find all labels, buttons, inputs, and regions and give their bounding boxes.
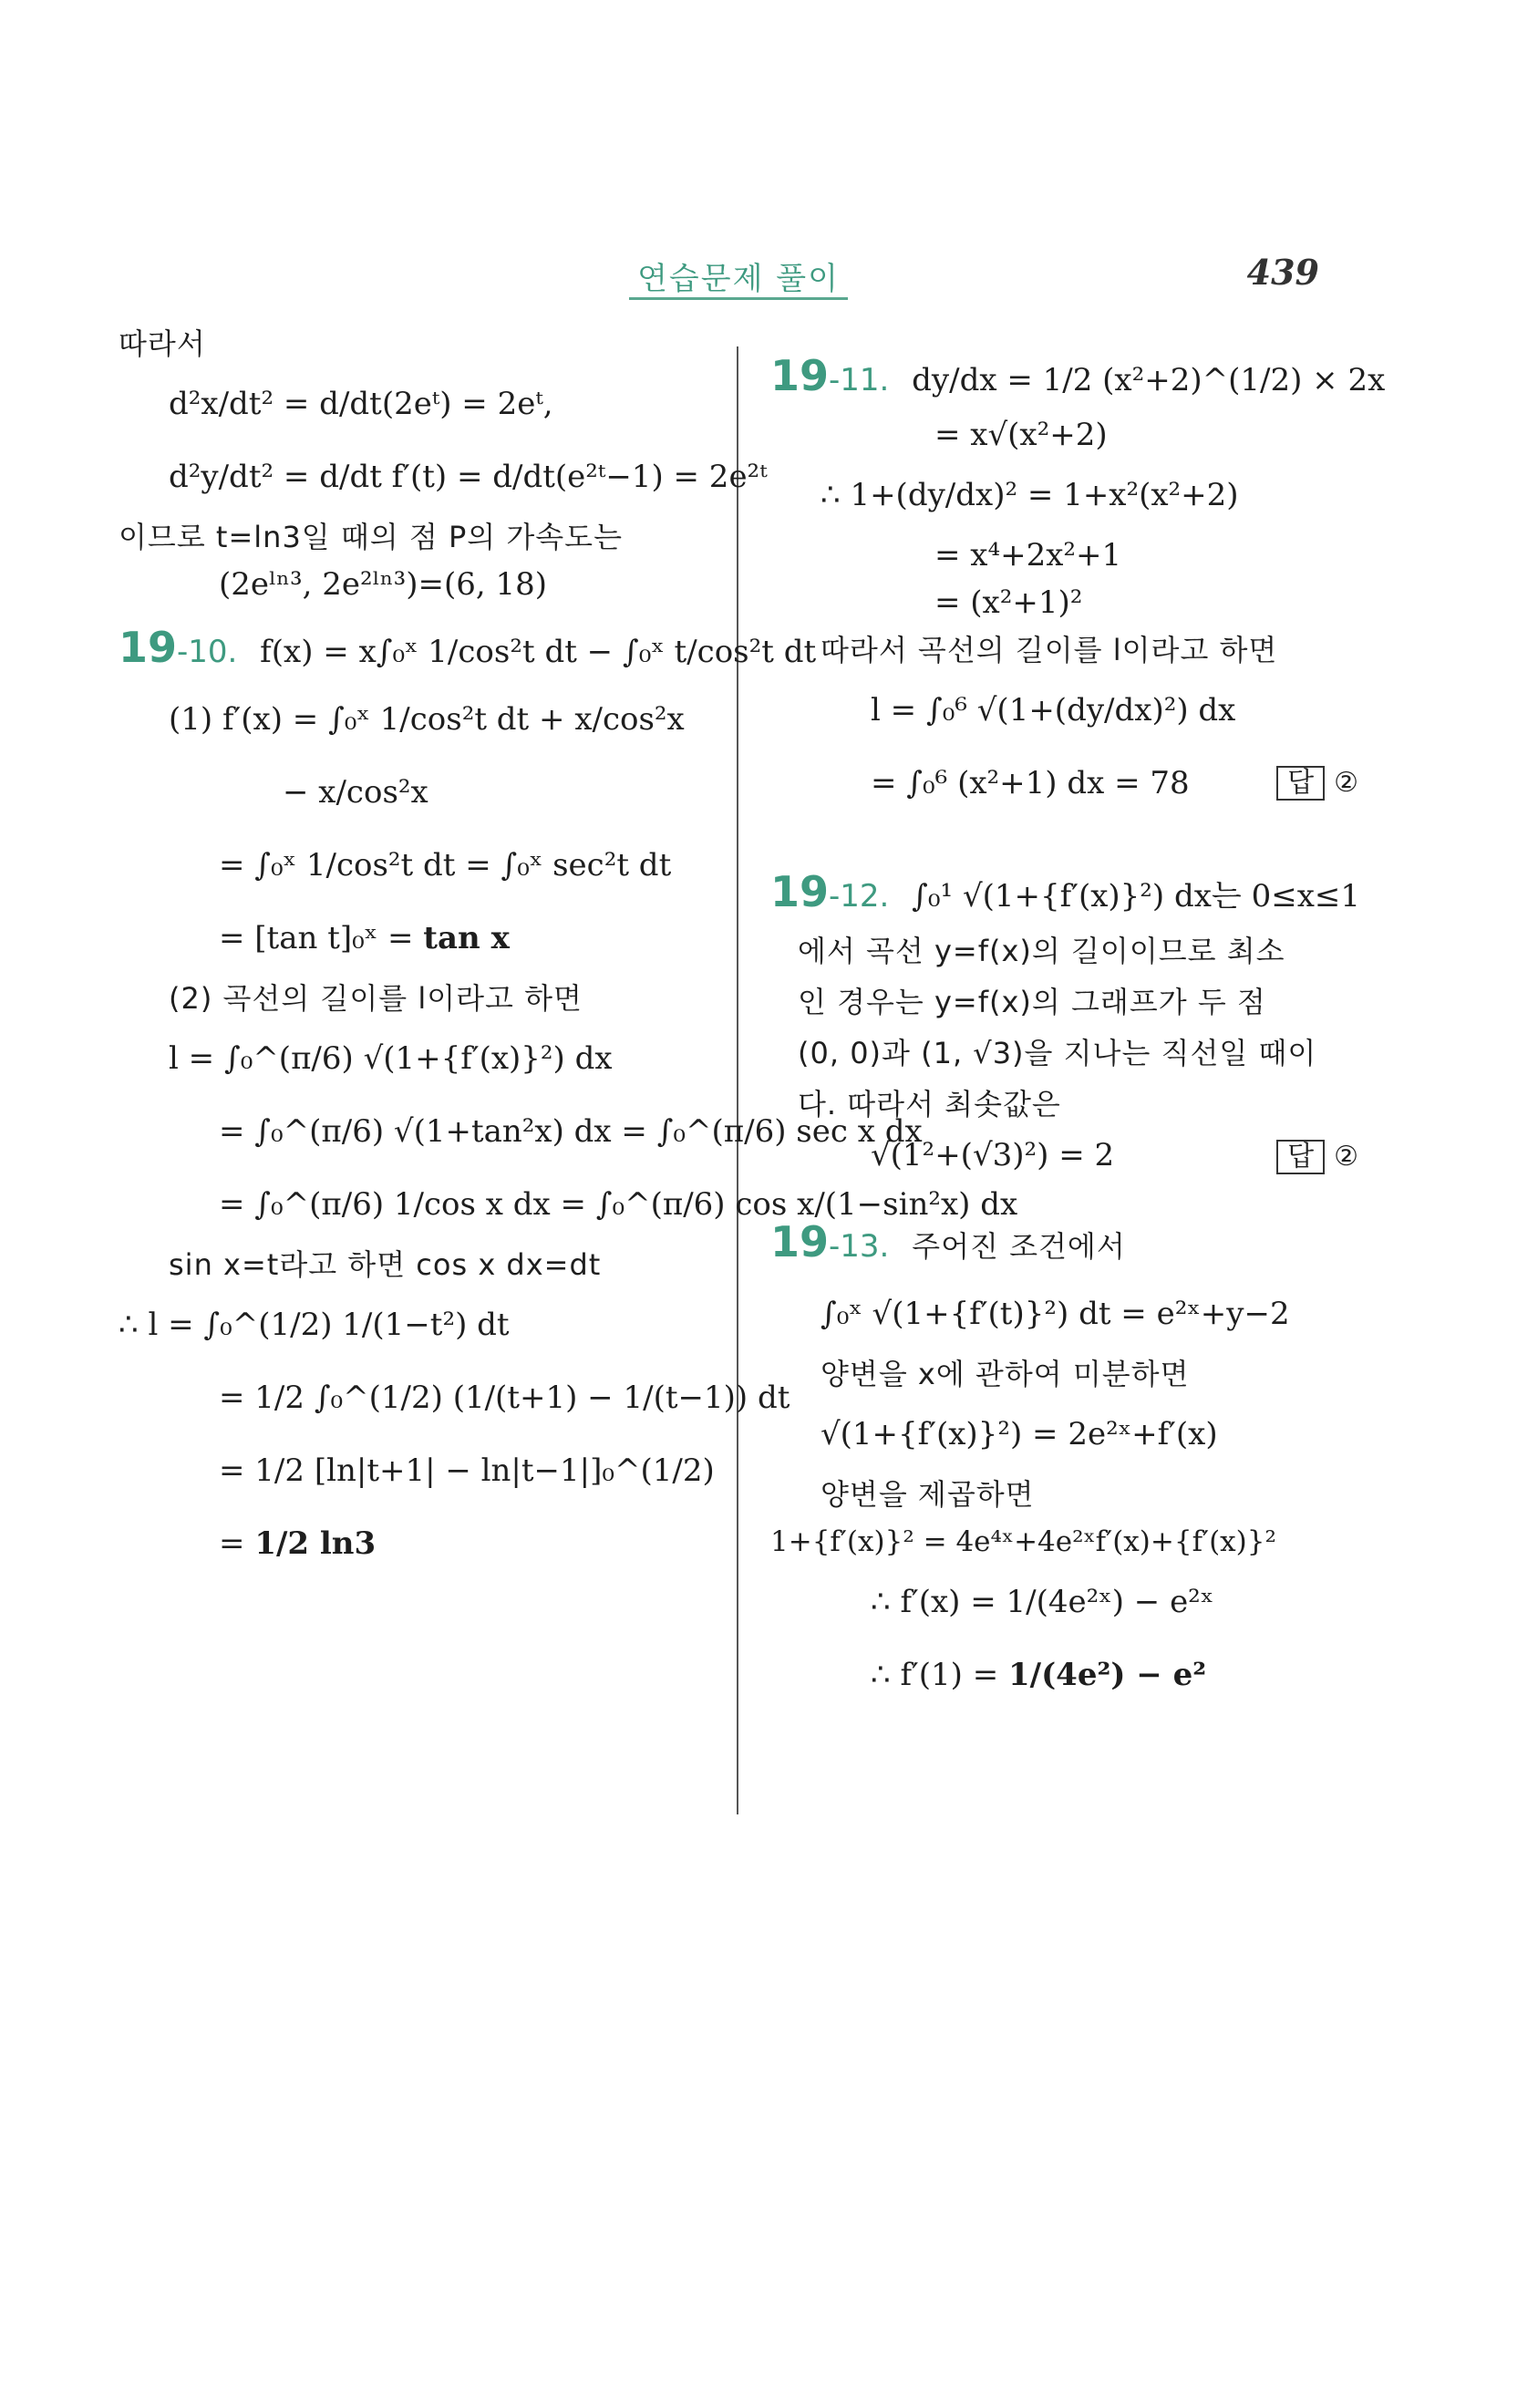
problem-19-13-header <box>770 1216 1377 1267</box>
equation-line: ∴ l = ∫₀^(1/2) 1/(1−t²) dt <box>119 1307 510 1343</box>
problem-number: 19-10. <box>119 623 238 672</box>
conclusion-text: 이므로 t=ln3일 때의 점 P의 가속도는 <box>119 520 623 554</box>
text-line: 에서 곡선 y=f(x)의 길이이므로 최소 <box>798 934 1285 968</box>
problem-number: 19-13. <box>770 1217 890 1266</box>
answer-mark <box>1276 1140 1358 1174</box>
equation-line: = ∫₀ˣ 1/cos²t dt = ∫₀ˣ sec²t dt <box>219 847 672 884</box>
equation-line: = ∫₀^(π/6) √(1+tan²x) dx = ∫₀^(π/6) sec x dx <box>219 1113 923 1150</box>
equation-line: l = ∫₀⁶ √(1+(dy/dx)²) dx <box>871 692 1236 729</box>
equation-line: = [tan t]₀ˣ = tan x <box>219 920 510 956</box>
equation-line: = 1/2 ∫₀^(1/2) (1/(t+1) − 1/(t−1)) dt <box>219 1380 790 1416</box>
problem-number: 19-11. <box>770 351 890 400</box>
text-line: 양변을 제곱하면 <box>821 1477 1035 1512</box>
page-header <box>0 246 1538 301</box>
equation-accel-x: d²x/dt² = d/dt(2eᵗ) = 2eᵗ, <box>169 386 553 422</box>
right-column <box>770 328 1386 1720</box>
equation-line: = (x²+1)² <box>934 584 1083 621</box>
column-divider <box>737 346 738 1814</box>
equation-line: = ∫₀^(π/6) 1/cos x dx = ∫₀^(π/6) cos x/(1−sin²x) dx <box>219 1186 1018 1223</box>
equation-line: ∴ f′(x) = 1/(4e²ˣ) − e²ˣ <box>871 1584 1214 1620</box>
text-line: (0, 0)과 (1, √3)을 지나는 직선일 때이 <box>798 1036 1317 1070</box>
equation-line: √(1+{f′(x)}²) = 2e²ˣ+f′(x) <box>821 1416 1218 1452</box>
equation-line: ∫₀ˣ √(1+{f′(t)}²) dt = e²ˣ+y−2 <box>821 1296 1290 1332</box>
equation-accel-y: d²y/dt² = d/dt f′(t) = d/dt(e²ᵗ−1) = 2e²ᵗ <box>169 459 768 495</box>
answer-label: 답 <box>1276 1140 1325 1174</box>
equation-line: = x√(x²+2) <box>934 417 1108 453</box>
part2-intro: (2) 곡선의 길이를 l이라고 하면 <box>169 981 583 1016</box>
title-underline <box>629 297 848 300</box>
substitution-text: sin x=t라고 하면 cos x dx=dt <box>169 1247 602 1282</box>
equation-line: = 1/2 [ln|t+1| − ln|t−1|]₀^(1/2) <box>219 1452 715 1489</box>
equation-line: ∫₀¹ √(1+{f′(x)}²) dx는 0≤x≤1 <box>912 878 1360 915</box>
problem-19-11-header <box>770 350 1386 401</box>
text-line: 주어진 조건에서 <box>912 1229 1126 1264</box>
equation-line: 1+{f′(x)}² = 4e⁴ˣ+4e²ˣf′(x)+{f′(x)}² <box>770 1525 1276 1558</box>
text-line: 양변을 x에 관하여 미분하면 <box>821 1357 1190 1391</box>
answer-label: 답 <box>1276 766 1325 801</box>
section-title: 연습문제 풀이 <box>637 261 840 297</box>
equation-line: (1) f′(x) = ∫₀ˣ 1/cos²t dt + x/cos²x <box>169 701 685 738</box>
text-line: 인 경우는 y=f(x)의 그래프가 두 점 <box>798 985 1266 1019</box>
problem-statement: f(x) = x∫₀ˣ 1/cos²t dt − ∫₀ˣ t/cos²t dt <box>260 634 817 670</box>
problem-19-12-header <box>770 866 1377 917</box>
equation-line: = x⁴+2x²+1 <box>934 537 1122 574</box>
problem-19-10-header <box>119 622 817 673</box>
answer-value: 1/(4e²) − e² <box>1008 1657 1207 1693</box>
equation-line: ∴ f′(1) = 1/(4e²) − e² <box>871 1657 1207 1693</box>
problem-number: 19-12. <box>770 867 890 916</box>
intro-text: 따라서 <box>119 326 206 361</box>
equation-line: − x/cos²x <box>283 774 428 811</box>
conclusion-value: (2eˡⁿ³, 2e²ˡⁿ³)=(6, 18) <box>219 566 547 603</box>
text-line: 다. 따라서 최솟값은 <box>798 1087 1061 1121</box>
answer-choice: ② <box>1334 1141 1358 1173</box>
answer-value: 1/2 ln3 <box>254 1525 377 1562</box>
answer-value: tan x <box>423 920 510 956</box>
answer-mark <box>1276 755 1358 811</box>
equation-line: √(1²+(√3)²) = 2 답 ② <box>871 1137 1358 1173</box>
equation-line: = ∫₀⁶ (x²+1) dx = 78 답 ② <box>770 755 1377 811</box>
equation-line: ∴ 1+(dy/dx)² = 1+x²(x²+2) <box>821 477 1239 513</box>
equation-line: = 1/2 ln3 <box>219 1525 377 1562</box>
equation-line: l = ∫₀^(π/6) √(1+{f′(x)}²) dx <box>169 1040 613 1077</box>
page-number: 439 <box>1246 252 1319 293</box>
text-line: 따라서 곡선의 길이를 l이라고 하면 <box>821 633 1278 667</box>
equation-line: dy/dx = 1/2 (x²+2)^(1/2) × 2x <box>912 362 1386 398</box>
answer-choice: ② <box>1334 767 1358 799</box>
